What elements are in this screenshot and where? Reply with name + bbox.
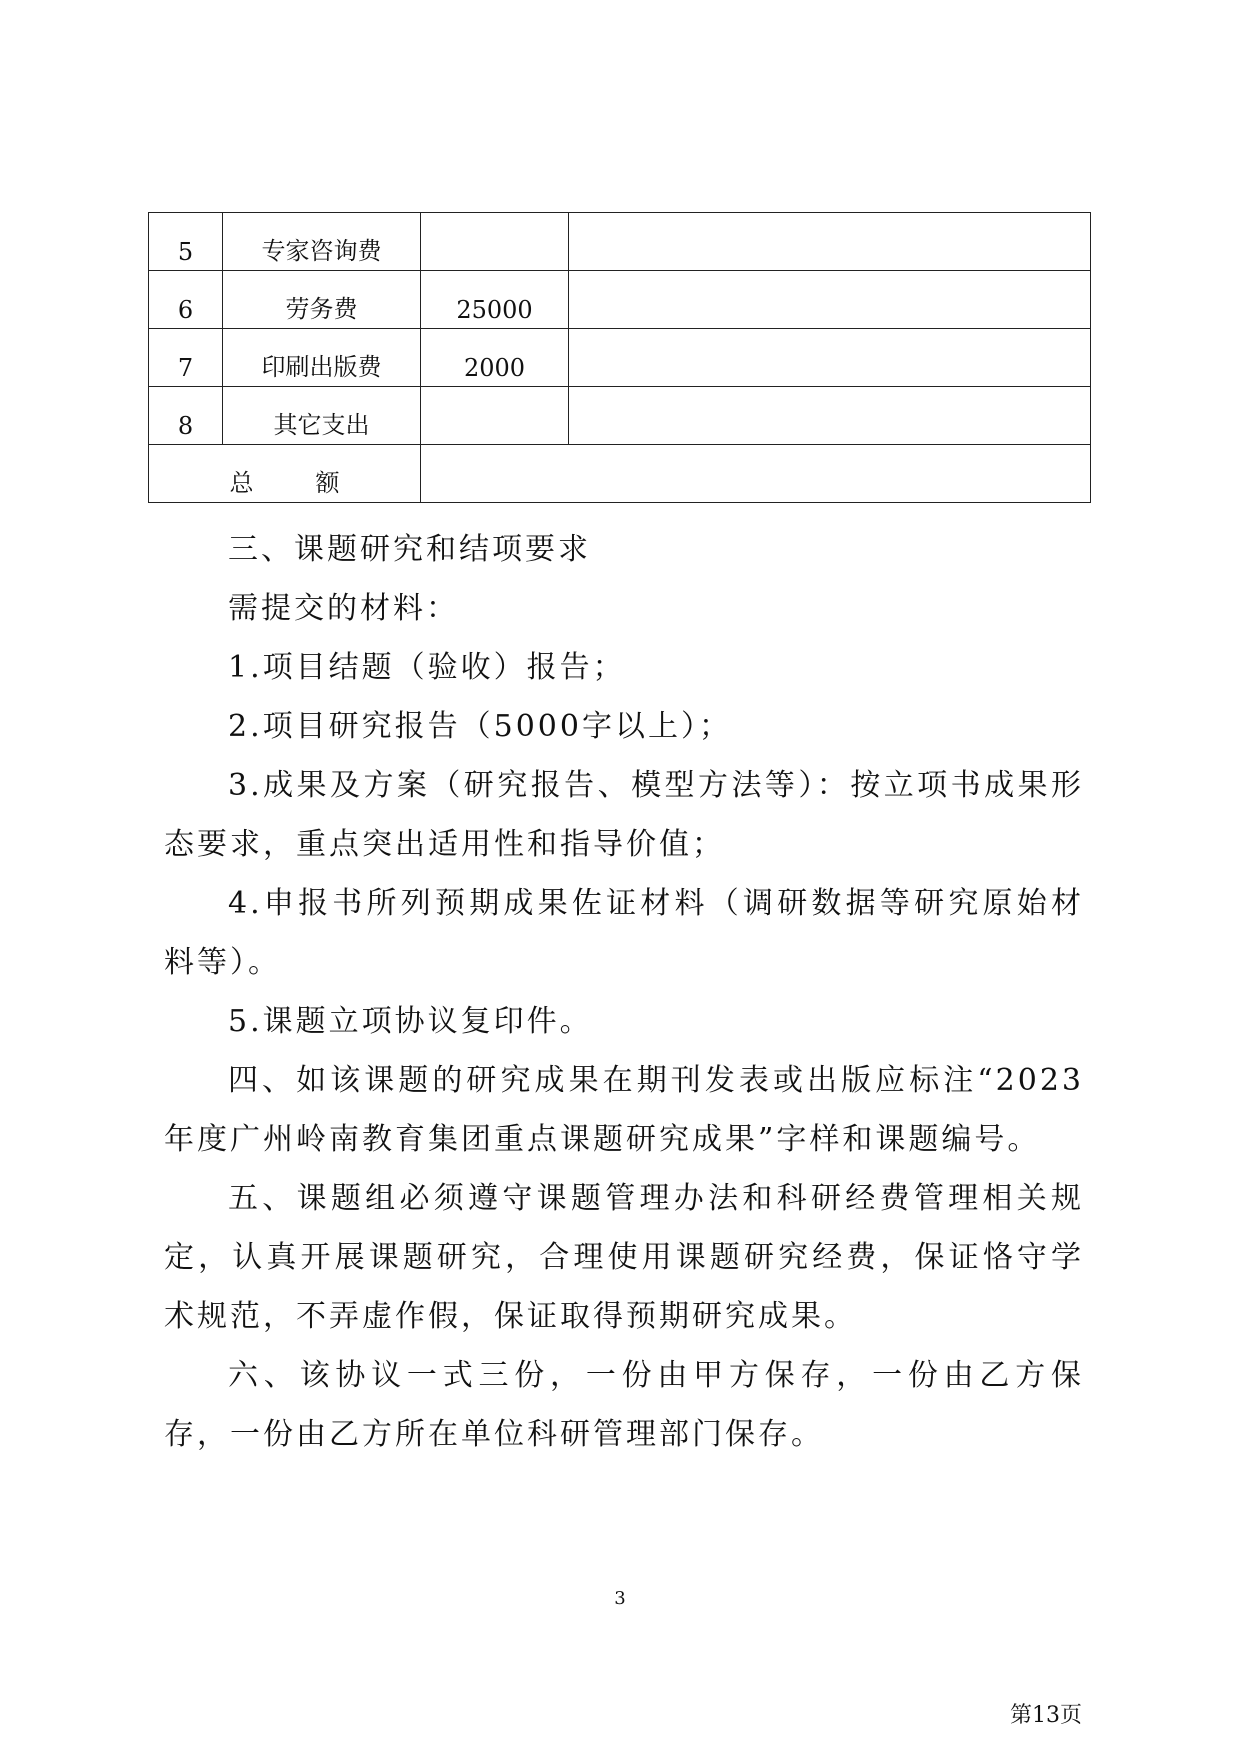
row-number: 7 xyxy=(149,329,223,387)
expense-item: 劳务费 xyxy=(223,271,421,329)
list-item: 5.课题立项协议复印件。 xyxy=(228,1004,593,1039)
expense-item: 其它支出 xyxy=(223,387,421,445)
section-6-paragraph: 六、该协议一式三份，一份由甲方保存，一份由乙方保存，一份由乙方所在单位科研管理部门保存。 xyxy=(164,1358,1084,1452)
row-number: 8 xyxy=(149,387,223,445)
total-label-part-2: 额 xyxy=(315,469,340,497)
list-item: 3.成果及方案（研究报告、模型方法等）：按立项书成果形态要求，重点突出适用性和指导价值； xyxy=(164,768,1084,862)
expense-item: 专家咨询费 xyxy=(223,213,421,271)
row-number: 5 xyxy=(149,213,223,271)
expense-amount xyxy=(421,387,569,445)
section-4-paragraph: 四、如该课题的研究成果在期刊发表或出版应标注“2023年度广州岭南教育集团重点课题研究成果”字样和课题编号。 xyxy=(164,1063,1084,1157)
total-row xyxy=(149,445,1091,503)
page-number: 3 xyxy=(614,1588,626,1609)
section-heading: 三、课题研究和结项要求 xyxy=(228,532,591,567)
list-item: 4.申报书所列预期成果佐证材料（调研数据等研究原始材料等）。 xyxy=(164,886,1084,980)
total-label xyxy=(149,445,421,503)
table-row xyxy=(149,213,1091,271)
footer-page-label: 第13页 xyxy=(1010,1703,1082,1728)
total-value xyxy=(421,445,1091,503)
table-row xyxy=(149,271,1091,329)
total-label-part-1: 总 xyxy=(229,469,254,497)
list-item: 1.项目结题（验收）报告； xyxy=(228,650,626,685)
table-row xyxy=(149,329,1091,387)
row-number: 6 xyxy=(149,271,223,329)
table-row xyxy=(149,387,1091,445)
expense-item: 印刷出版费 xyxy=(223,329,421,387)
expense-amount xyxy=(421,213,569,271)
materials-label: 需提交的材料： xyxy=(228,591,459,626)
expense-note xyxy=(569,329,1091,387)
expense-amount: 2000 xyxy=(421,329,569,387)
expense-note xyxy=(569,213,1091,271)
section-5-paragraph: 五、课题组必须遵守课题管理办法和科研经费管理相关规定，认真开展课题研究，合理使用课题研究经费，保证恪守学术规范，不弄虚作假，保证取得预期研究成果。 xyxy=(164,1181,1084,1334)
list-item: 2.项目研究报告（5000字以上）； xyxy=(228,709,732,744)
expense-amount: 25000 xyxy=(421,271,569,329)
expense-note xyxy=(569,387,1091,445)
expense-note xyxy=(569,271,1091,329)
agreement-body xyxy=(164,520,1084,1464)
budget-table xyxy=(148,212,1091,503)
